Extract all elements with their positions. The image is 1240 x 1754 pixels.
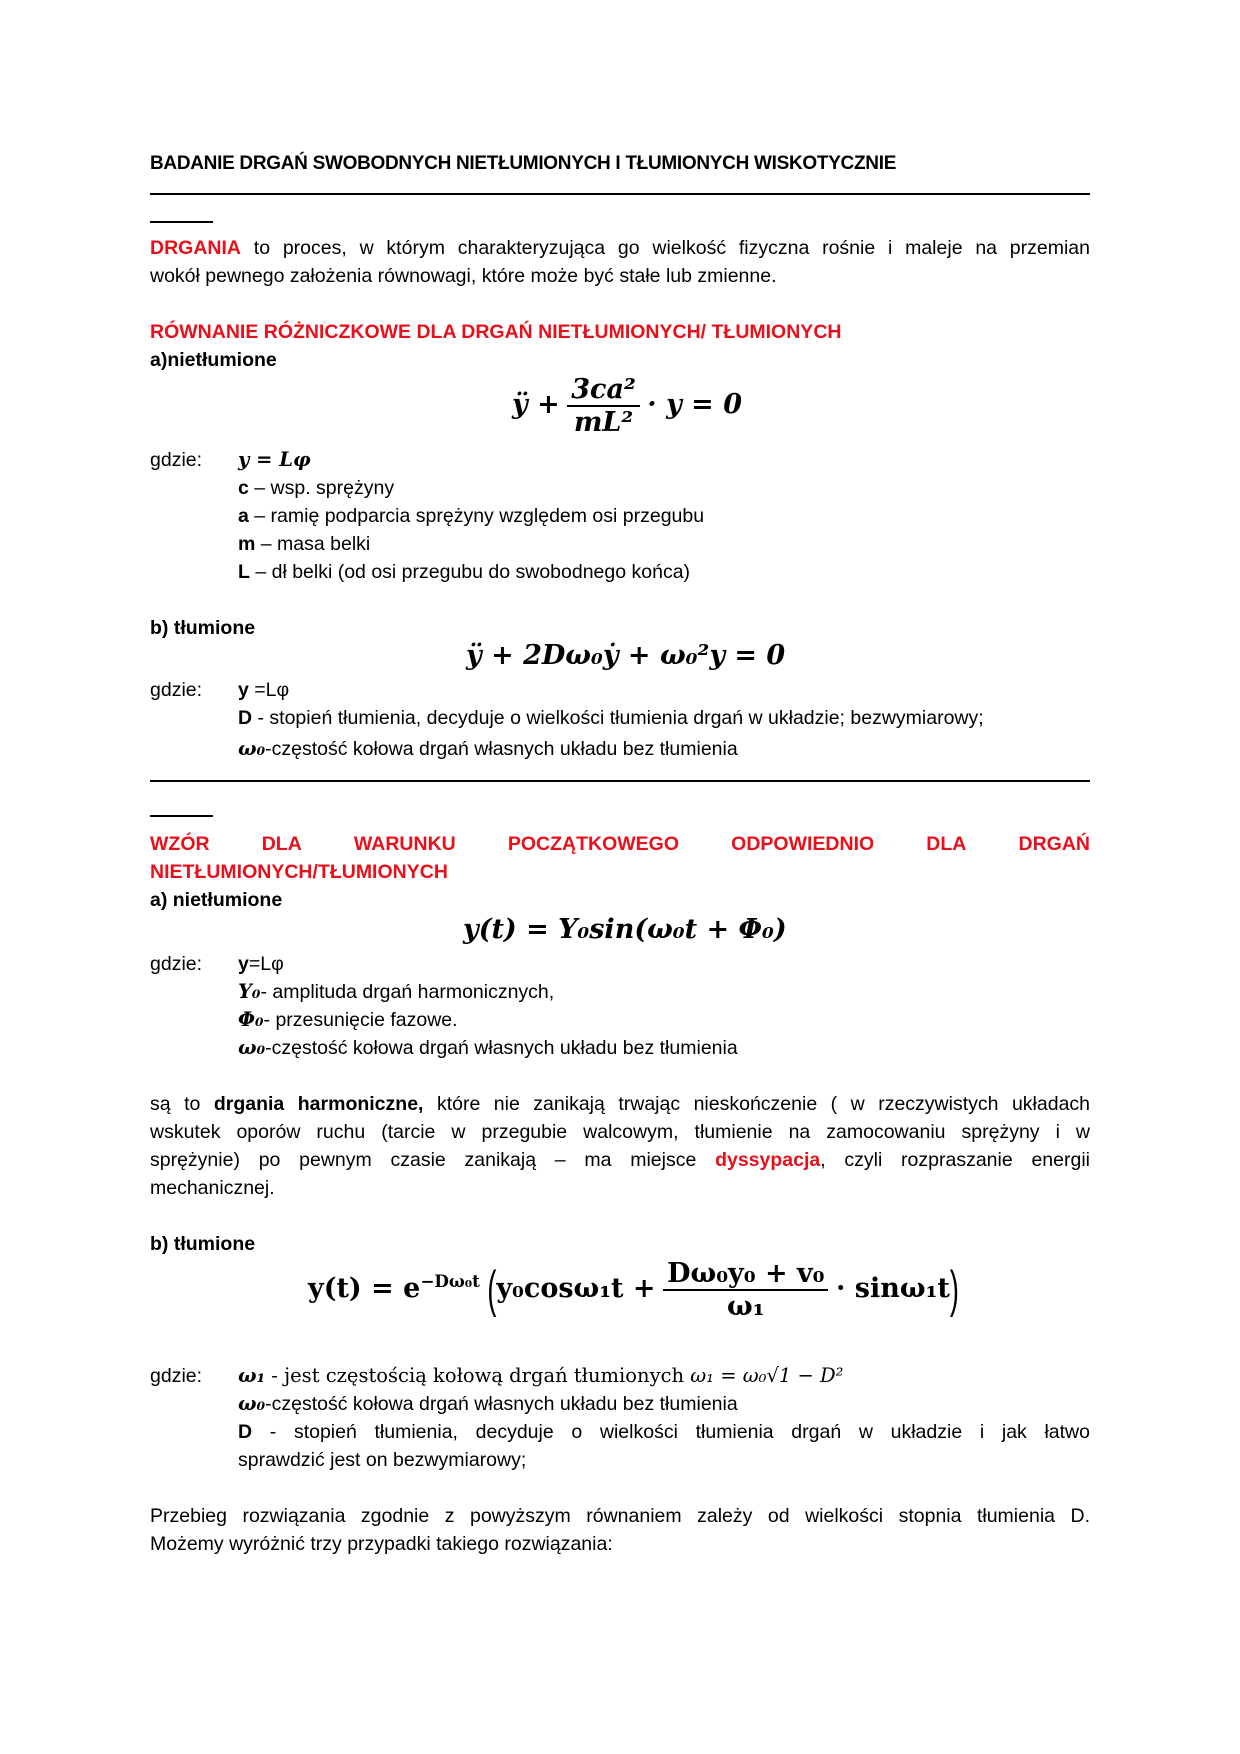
section1-a-label: a)nietłumione	[150, 349, 277, 371]
def-y: y = Lφ	[238, 448, 311, 471]
def3-D-line-1: D - stopień tłumienia, decyduje o wielkości tłumienia drgań w układzie i jak łatwo	[238, 1421, 1090, 1443]
intro-term: DRGANIA	[150, 237, 241, 259]
def2-Y0: Y₀- amplituda drgań harmonicznych,	[238, 980, 555, 1003]
gdzie-label: gdzie:	[150, 1365, 203, 1387]
section2-b-label: b) tłumione	[150, 1233, 256, 1255]
section1-heading: RÓWNANIE RÓŻNICZKOWE DLA DRGAŃ NIETŁUMIONYCH/ TŁUMIONYCH	[150, 321, 842, 343]
def2-omega0: ω₀-częstość kołowa drgań własnych układu bez tłumienia	[238, 1036, 738, 1059]
intro-line-2: wokół pewnego założenia równowagi, które może być stałe lub zmienne.	[150, 265, 777, 287]
para-line-4: mechanicznej.	[150, 1177, 275, 1199]
def-c: c – wsp. sprężyny	[238, 477, 395, 499]
para-line-1: są to drgania harmoniczne, które nie zanikają trwając nieskończenie ( w rzeczywistych układach	[150, 1093, 1091, 1115]
def-b-omega0: ω₀-częstość kołowa drgań własnych układu bez tłumienia	[238, 737, 738, 760]
page-title: BADANIE DRGAŃ SWOBODNYCH NIETŁUMIONYCH I TŁUMIONYCH WISKOTYCZNIE	[150, 153, 897, 174]
def2-Phi0: Φ₀- przesunięcie fazowe.	[238, 1008, 458, 1031]
closing-line-1: Przebieg rozwiązania zgodnie z powyższym równaniem zależy od wielkości stopnia tłumienia D.	[150, 1505, 1090, 1527]
closing-line-2: Możemy wyróżnić trzy przypadki takiego rozwiązania:	[150, 1533, 613, 1555]
intro-line-1: DRGANIA to proces, w którym charakteryzująca go wielkość fizyczna rośnie i maleje na przemian	[150, 237, 1090, 259]
para-line-2: wskutek oporów ruchu (tarcie w przegubie walcowym, tłumienie na zamocowaniu sprężyny i w	[150, 1121, 1090, 1143]
section2-heading-line-2: NIETŁUMIONYCH/TŁUMIONYCH	[150, 861, 448, 883]
gdzie-label: gdzie:	[150, 449, 203, 471]
def3-omega0: ω₀-częstość kołowa drgań własnych układu bez tłumienia	[238, 1392, 738, 1415]
def-m: m – masa belki	[238, 533, 371, 555]
def2-y: y=Lφ	[238, 953, 284, 975]
equation-damped-ode: ÿ + 2Dω₀ẏ + ω₀²y = 0	[466, 640, 786, 671]
def-a: a – ramię podparcia sprężyny względem osi przegubu	[238, 505, 705, 527]
section2-heading-line-1: WZÓR DLA WARUNKU POCZĄTKOWEGO ODPOWIEDNIO DLA DRGAŃ	[150, 833, 1090, 855]
section1-b-label: b) tłumione	[150, 617, 256, 639]
divider	[150, 193, 1090, 195]
equation-damped-solution: $y(t) = e^{-D\omega_0t}$ (y₀cosω₁t + $\frac{\text{Dω₀y₀ + v₀}}{\text{ω₁}}$ · sinω₁t)	[308, 1258, 959, 1322]
def-b-y: y =Lφ	[238, 679, 290, 701]
gdzie-label: gdzie:	[150, 953, 203, 975]
def-L: L – dł belki (od osi przegubu do swobodnego końca)	[238, 561, 691, 583]
para-line-3: sprężynie) po pewnym czasie zanikają – ma miejsce dyssypacja, czyli rozpraszanie energii	[150, 1149, 1090, 1171]
def3-D-line-2: sprawdzić jest on bezwymiarowy;	[238, 1449, 527, 1471]
gdzie-label: gdzie:	[150, 679, 203, 701]
divider-short	[150, 221, 213, 223]
section2-a-label: a) nietłumione	[150, 889, 283, 911]
def3-omega1: ω₁ - jest częstością kołową drgań tłumionych ω₁ = ω₀√1 − D²	[238, 1364, 844, 1387]
def-b-D: D - stopień tłumienia, decyduje o wielkości tłumienia drgań w układzie; bezwymiarowy;	[238, 707, 984, 729]
divider-short	[150, 815, 213, 817]
equation-undamped-ode: ÿ + $\frac{\text{3ca²}}{\text{mL²}}$ · y = 0	[512, 374, 742, 438]
equation-undamped-solution: y(t) = Y₀sin(ω₀t + Φ₀)	[463, 914, 787, 945]
divider	[150, 780, 1090, 782]
dyssypacja-term: dyssypacja	[715, 1149, 821, 1171]
